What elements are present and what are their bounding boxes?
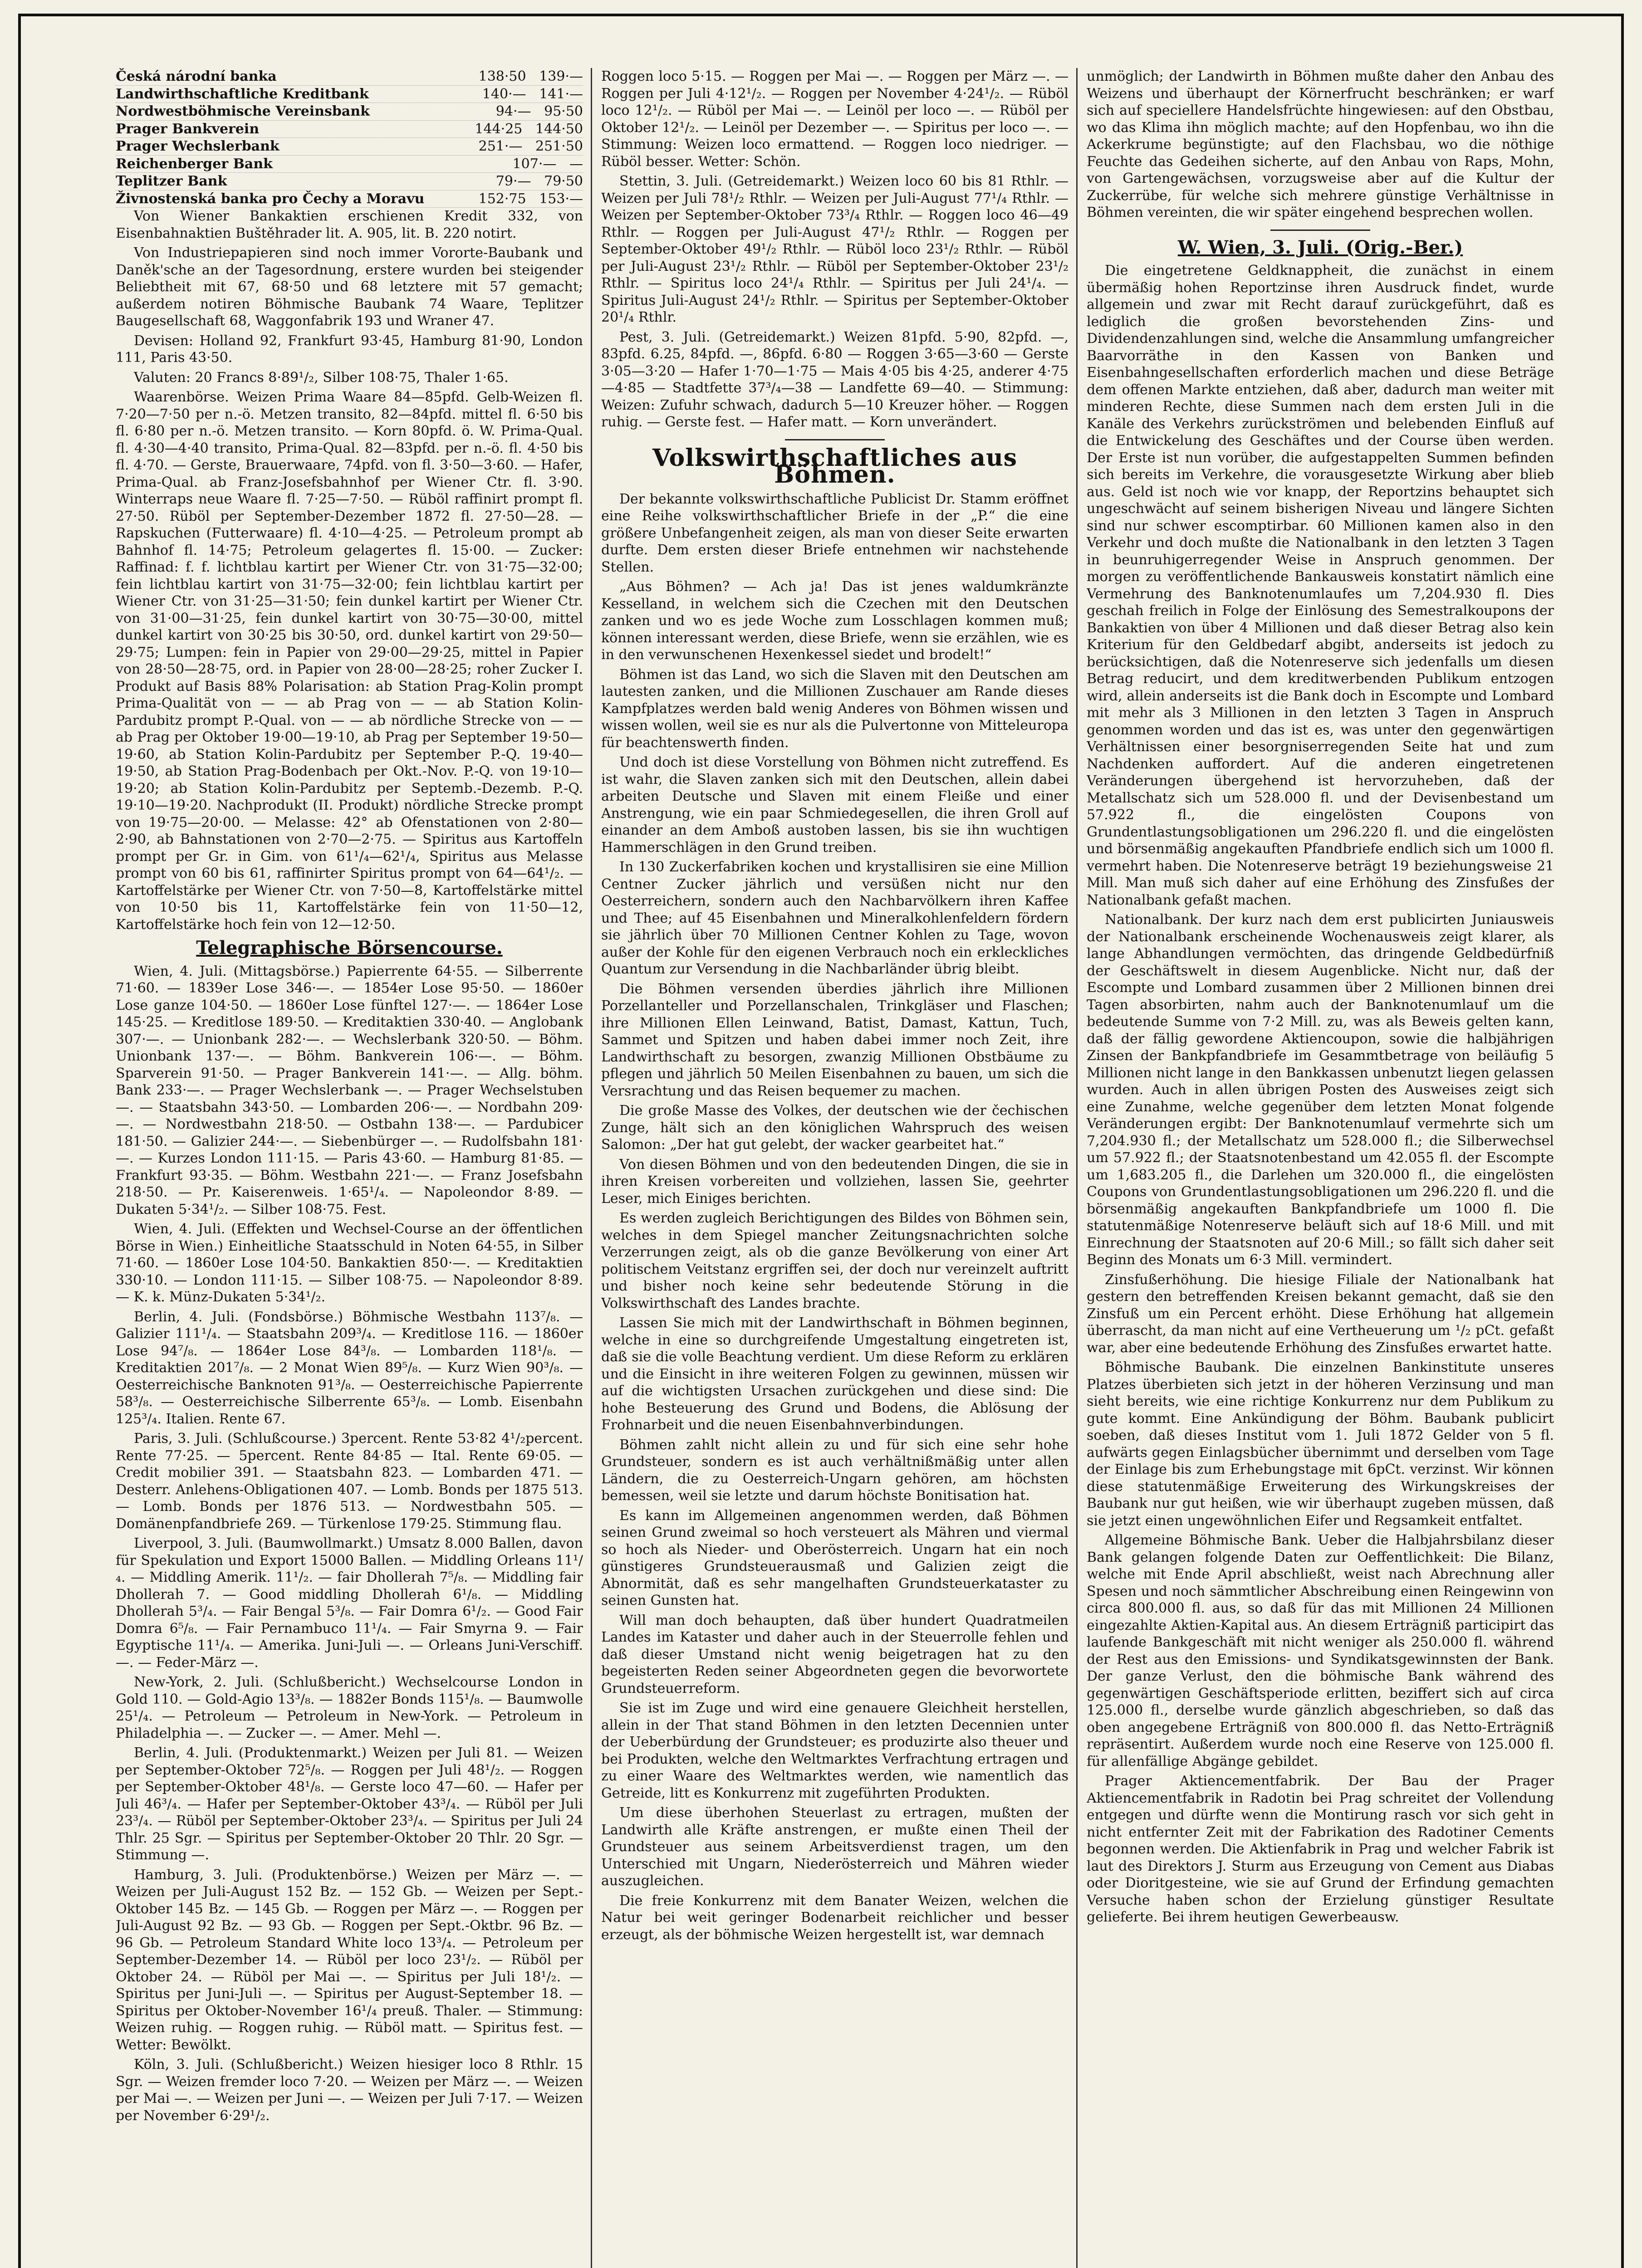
column-3 <box>1087 68 1554 2268</box>
finance-paragraph: Böhmische Baubank. Die einzelnen Bankinstitute unseres Platzes überbieten sich jetzt in der höheren Verzinsung und man sieht bereits, wie eine richtige Konkurrenz nur dem Publikum zu gute kommt. Eine Ankündigung der Böhm. Baubank publicirt soeben, daß dieses Institut vom 1. Juli 1872 Gelder von 5 fl. aufwärts gegen Einlagsbücher übernimmt und derselben vom Tage der Einlage bis zum Erhebungstage mit 6pCt. verzinst. Wir können diese statutenmäßige Erweiterung des Wirkungskreises der Baubank nur gut heißen, wie wir überhaupt zugeben müssen, daß sie jetzt einen ungewöhnlichen Eifer und Regsamkeit entfaltet. <box>1087 1359 1554 1529</box>
market-paragraph: Von Wiener Bankaktien erschienen Kredit 332, von Eisenbahnaktien Buštěhrader lit. A. 905, lit. B. 220 notirt. <box>116 208 583 241</box>
finance-paragraph: Prager Aktiencementfabrik. Der Bau der Prager Aktiencementfabrik in Radotin bei Prag schreitet der Vollendung entgegen und dürfte wenn die Montirung rasch vor sich geht in nicht entfernter Zeit mit der Fabrikation des Radotiner Cements begonnen werden. Die Aktienfabrik in Prag und welcher Fabrik ist laut des Direktors J. Sturm aus Erzeugung von Cement aus Diabas oder Dioritgesteine, wie sie auf Grund der Erfindung gemachten Versuche haben schon der Erzielung günstiger Resultate gelieferte. Bei ihrem heutigen Gewerbeausw. <box>1087 1773 1554 1925</box>
bank-name: Prager Wechslerbank <box>116 138 279 154</box>
article-paragraph: In 130 Zuckerfabriken kochen und krystallisiren sie eine Million Centner Zucker jährlich und versüßen nicht nur den Oesterreichern, sondern auch den Nachbarvölkern ihren Kaffee und Thee; auf 45 Eisenbahnen und Mineralkohlenfeldern fördern sie jährlich über 70 Millionen Centner Kohlen zu Tage, wovon außer der Kohle für den eigenen Verbrauch noch ein erkleckliches Quantum zur Versendung in die Nachbarländer übrig bleibt. <box>601 859 1069 977</box>
rate-ask: — <box>569 156 583 172</box>
table-row <box>116 156 583 173</box>
column-rule-2 <box>1076 68 1078 2268</box>
telegraph-entry: Liverpool, 3. Juli. (Baumwollmarkt.) Umsatz 8.000 Ballen, davon für Spekulation und Export 15000 Ballen. — Middling Orleans 11¹/₄. — Middling Amerik. 11¹/₂. — fair Dhollerah 7⁵/₈. — Middling fair Dhollerah 7. — Good middling Dhollerah 6¹/₈. — Middling Dhollerah 5³/₄. — Fair Bengal 5³/₈. — Fair Domra 6¹/₂. — Good Fair Domra 6⁵/₈. — Fair Pernambuco 11¹/₄. — Fair Smyrna 9. — Fair Egyptische 11¹/₄. — Amerika. Juni-Juli —. — Orleans Juni-Verschiff. —. — Feder-März —. <box>116 1535 583 1671</box>
article-paragraph: Es kann im Allgemeinen angenommen werden, daß Böhmen seinen Grund zweimal so hoch versteuert als Mähren und viermal so hoch als Nieder- und Oberösterreich. Ungarn hat ein noch günstigeres Grundsteuerausmaß und Galizien zeigt die Abnormität, daß es sehr mangelhaften Grundsteuerkataster zu seinen Gunsten hat. <box>601 1507 1069 1608</box>
article-paragraph: Sie ist im Zuge und wird eine genauere Gleichheit herstellen, allein in der That stand Böhmen in den letzten Decennien unter der Ueberbürdung der Grundsteuer; es produzirte also theuer und bei Produkten, welche den Weltmarktes Verfrachtung ertragen und zu einer Waare des Weltmarktes werden, wie namentlich das Getreide, litt es Konkurrenz mit zugeführten Produkten. <box>601 1700 1069 1801</box>
section-divider <box>785 439 885 440</box>
column-rule-1 <box>591 68 592 2268</box>
section-heading: Telegraphische Börsencourse. <box>196 937 503 958</box>
article-paragraph: Von diesen Böhmen und von den bedeutenden Dingen, die sie in ihren Kreisen vorbereiten und vollziehen, lassen Sie, geehrter Leser, mich Einiges berichten. <box>601 1156 1069 1207</box>
article-paragraph: Die freie Konkurrenz mit dem Banater Weizen, welchen die Natur bei weit geringer Bodenarbeit reichlicher und besser erzeugt, als der böhmische Weizen hergestellt ist, war demnach <box>601 1892 1069 1943</box>
article-paragraph: Böhmen ist das Land, wo sich die Slaven mit den Deutschen am lautesten zanken, und die Millionen Zuschauer am Rande dieses Kampfplatzes werden bald wenig Anderes von Böhmen wissen und wissen wollen, weil sie es nur als die Pulvertonne von Mitteleuropa für beachtenswerth finden. <box>601 666 1069 751</box>
rate-ask: 153·— <box>539 191 583 207</box>
rate-ask: 139·— <box>539 68 583 84</box>
rate-bid: 94·— <box>495 103 531 119</box>
table-row <box>116 68 583 86</box>
article-paragraph: Es werden zugleich Berichtigungen des Bildes von Böhmen sein, welches in dem Spiegel mancher Zeitungsnachrichten solche Verzerrungen zeigt, als ob die ganze Bevölkerung von einer Art politischem Veitstanz ergriffen sei, der doch nur vereinzelt auftritt und bisher noch keine sehr bedeutende Störung in die Volkswirthschaft des Landes brachte. <box>601 1210 1069 1311</box>
article-headline: Volkswirthschaftliches aus Böhmen. <box>652 444 1018 489</box>
article-paragraph: Der bekannte volkswirthschaftliche Publicist Dr. Stamm eröffnet eine Reihe volkswirthschaftlicher Briefe in der „P.“ die eine größere Unbefangenheit zeigen, als man von dieser Seite erwarten durfte. Dem ersten dieser Briefe entnehmen wir nachstehende Stellen. <box>601 491 1069 575</box>
market-paragraph: Devisen: Holland 92, Frankfurt 93·45, Hamburg 81·90, London 111, Paris 43·50. <box>116 332 583 366</box>
rate-ask: 144·50 <box>535 121 583 137</box>
table-row <box>116 138 583 156</box>
rate-ask: 79·50 <box>544 173 583 189</box>
telegraph-entry: Wien, 4. Juli. (Effekten und Wechsel-Course an der öffentlichen Börse in Wien.) Einheitliche Staatsschuld in Noten 64·55, in Silber 71·60. — 1860er Lose 104·50. Bankaktien 850·—. — Kreditaktien 330·10. — London 111·15. — Silber 108·75. — Napoleondor 8·89. — K. k. Münz-Dukaten 5·34¹/₂. <box>116 1221 583 1305</box>
article-paragraph: Lassen Sie mich mit der Landwirthschaft in Böhmen beginnen, welche in eine so durchgreifende Umgestaltung eingetreten ist, daß sie die volle Beachtung verdient. Um diese Reform zu erklären und die Einsicht in ihre weiteren Folgen zu gewinnen, müssen wir auf die wichtigsten Ursachen zurückgehen und diese sind: Die hohe Besteuerung des Grund und Bodens, die Ablösung der Frohnarbeit und die neuen Eisenbahnverbindungen. <box>601 1315 1069 1433</box>
telegraph-entry: Berlin, 4. Juli. (Produktenmarkt.) Weizen per Juli 81. — Weizen per September-Oktober 72⁵/₈. — Roggen per Juli 48¹/₂. — Roggen per September-Oktober 48¹/₈. — Gerste loco 47—60. — Hafer per Juli 46³/₄. — Hafer per September-Oktober 43³/₄. — Rüböl per Juli 23³/₄. — Rüböl per September-Oktober 23³/₄. — Spiritus per Juli 24 Thlr. 25 Sgr. — Spiritus per September-Oktober 20 Thlr. 20 Sgr. — Stimmung —. <box>116 1745 583 1863</box>
article-paragraph: Die große Masse des Volkes, der deutschen wie der čechischen Zunge, hält sich an den königlichen Wahrspruch des weisen Salomon: „Der hat gut gelebt, der wacker gearbeitet hat.“ <box>601 1103 1069 1153</box>
market-paragraph: Von Industriepapieren sind noch immer Vororte-Baubank und Daněk'sche an der Tagesordnung, erstere wurden bei steigender Beliebtheit mit 67, 68·50 und 68 letztere mit 57 gemacht; außerdem notiren Böhmische Baubank 74 Waare, Teplitzer Baugesellschaft 68, Waggonfabrik 193 und Wraner 47. <box>116 245 583 329</box>
telegraph-entry: Paris, 3. Juli. (Schlußcourse.) 3percent. Rente 53·82 4¹/₂percent. Rente 77·25. — 5percent. Rente 84·85 — Ital. Rente 69·05. — Credit mobilier 391. — Staatsbahn 823. — Lombarden 471. — Desterr. Anlehens-Obligationen 407. — Lomb. Bonds per 1875 513. — Lomb. Bonds per 1876 513. — Nordwestbahn 505. — Domänenpfandbriefe 269. — Türkenlose 179·25. Stimmung flau. <box>116 1431 583 1532</box>
rate-bid: 140·— <box>482 86 526 102</box>
dateline-heading: W. Wien, 3. Juli. (Orig.-Ber.) <box>1177 236 1463 258</box>
article-paragraph: Und doch ist diese Vorstellung von Böhmen nicht zutreffend. Es ist wahr, die Slaven zanken sich mit den Deutschen, allein dabei arbeiten Deutsche und Slaven mit einem Fleiße und einer Anstrengung, wie ein paar Schmiedegesellen, die ihren Groll auf einander an dem Amboß austoben lassen, bis sie ihn wuchtigen Hammerschlägen in den Grund treiben. <box>601 754 1069 855</box>
rate-bid: 79·— <box>495 173 531 189</box>
bank-name: Živnostenská banka pro Čechy a Moravu <box>116 191 425 207</box>
section-divider <box>1270 230 1370 231</box>
article-paragraph: unmöglich; der Landwirth in Böhmen mußte daher den Anbau des Weizens und überhaupt der Körnerfrucht beschränken; er warf sich auf speciellere Handelsfrüchte hingewiesen: auf den Obstbau, wo das Klima ihn möglich machte; auf den Hopfenbau, wo ihn die Ackerkrume begünstigte; auf den Flachsbau, wo die nöthige Feuchte das Gedeihen sicherte, auf den Anbau von Raps, Mohn, von Gartengewächsen, vorzugsweise aber auf die Kultur der Zuckerrübe, für welche sich mehrere günstige Verhältnisse in Böhmen vereinten, die wir später eingehend besprechen wollen. <box>1087 68 1554 220</box>
telegraph-entry: New-York, 2. Juli. (Schlußbericht.) Wechselcourse London in Gold 110. — Gold-Agio 13³/₈. — 1882er Bonds 115¹/₈. — Baumwolle 25¹/₄. — Petroleum — Petroleum in New-York. — Petroleum in Philadelphia —. — Zucker —. — Amer. Mehl —. <box>116 1674 583 1741</box>
bank-name: Česká národní banka <box>116 68 277 84</box>
table-row <box>116 191 583 208</box>
finance-paragraph: Die eingetretene Geldknappheit, die zunächst in einem übermäßig hohen Reportzinse ihren Ausdruck findet, wurde allgemein und zwar mit Recht darauf zurückgeführt, daß es lediglich die großen bevorstehenden Zins- und Dividendenzahlungen sind, welche die Ansammlung umfangreicher Baarvorräthe in den Kassen von Banken und Eisenbahngesellschaften erforderlich machen und diese Beträge dem offenen Markte entziehen, daß aber, dadurch man weiter mit minderen Rechte, diese Summen nach dem ersten Juli in die Kanäle des Verkehrs zurückströmen und belebenden Einfluß auf die Entwickelung des Geschäftes und der Course üben werden. Der Erste ist nun vorüber, die aufgestappelten Summen befinden sich bereits im Verkehre, die vorausgesetzte Wirkung aber blieb aus. Geld ist noch wie vor knapp, der Reportzins behauptet sich ungeschwächt auf seinem bisherigen Niveau und längere Sichten sind nur schwer escomptirbar. 60 Millionen kamen also in den Verkehr und doch mußte die Nationalbank in den letzten 3 Tagen in beunruhigerregender Weise in Anspruch genommen. Der morgen zu veröffentlichende Bankausweis konstatirt nämlich eine Vermehrung des Banknotenumlaufes um 7,204.930 fl. Dies geschah freilich in Folge der Einlösung des Semestralkoupons der Bankaktien von über 4 Millionen und daß dieser Betrag also kein Kriterium für den Geldbedarf abgibt, anderseits ist jedoch zu berücksichtigen, daß die Notenreserve sich jedenfalls um diesen Betrag reducirt, und dem kreditwerbenden Publikum entzogen wird, allein anderseits ist die Bank doch in Escompte und Lombard mit mehr als 3 Millionen in den letzten 3 Tagen in Anspruch genommen worden und das ist es, was unter den gegenwärtigen Verhältnissen einer besorgniserregenden Seite hat und zum Nachdenken auffordert. Auf die anderen eingetretenen Veränderungen übergehend ist hervorzuheben, daß der Metallschatz sich um 528.000 fl. und der Devisenbestand um 57.922 fl., die eingelösten Coupons von Grundentlastungsobligationen um 296.220 fl. und die eingelösten und börsenmäßig angekauften Pfandbriefe endlich sich um 1000 fl. vermehrt haben. Die Notenreserve beträgt 19 beziehungsweise 21 Mill. Man muß sich daher auf eine Erhöhung des Zinsfußes der Nationalbank gefaßt machen. <box>1087 263 1554 908</box>
table-row <box>116 121 583 138</box>
finance-paragraph: Zinsfußerhöhung. Die hiesige Filiale der Nationalbank hat gestern den betreffenden Kreisen bekannt gemacht, daß sie den Zinsfuß um ein Percent erhöht. Diese Erhöhung hat allgemein überrascht, da man nicht auf eine Vertheuerung um ¹/₂ pCt. gefaßt war, aber eine bedeutende Erhöhung des Zinsfußes erwartet hatte. <box>1087 1271 1554 1356</box>
grain-report: Roggen loco 5·15. — Roggen per Mai —. — Roggen per März —. — Roggen per Juli 4·12¹/₂. — Roggen per November 4·24¹/₂. — Rüböl loco 12¹/₂. — Rüböl per Mai —. — Leinöl per loco —. — Rüböl per Oktober 12¹/₂. — Leinöl per Dezember —. — Spiritus per loco —. — Stimmung: Weizen loco ermattend. — Roggen loco niedriger. — Rüböl besser. Wetter: Schön. <box>601 68 1069 170</box>
column-1 <box>116 68 583 2268</box>
rate-ask: 251·50 <box>535 138 583 154</box>
market-paragraph: Waarenbörse. Weizen Prima Waare 84—85pfd. Gelb-Weizen fl. 7·20—7·50 per n.-ö. Metzen transito, 82—84pfd. mittel fl. 6·50 bis fl. 6·80 per n.-ö. Metzen transito. — Korn 80pfd. ö. W. Prima-Qual. fl. 4·30—4·40 transito, Prima-Qual. 82—83pfd. per n.-ö. fl. 4·50 bis fl. 4·70. — Gerste, Brauerwaare, 74pfd. von fl. 3·50—3·60. — Hafer, Prima-Qual. ab Franz-Josefsbahnhof per Wiener Ctr. fl. 3·90. Winterraps neue Waare fl. 7·25—7·50. — Rüböl raffinirt prompt fl. 27·50. Rüböl per September-Dezember 1872 fl. 27·50—28. — Rapskuchen (Futterwaare) fl. 4·10—4·25. — Petroleum prompt ab Bahnhof fl. 14·75; Petroleum gelagertes fl. 15·00. — Zucker: Raffinad: f. f. lichtblau kartirt per Wiener Ctr. von 31·75—32·00; fein lichtblau kartirt von 31·75—32·00; fein lichtblau kartirt per Wiener Ctr. von 31·25—31·50; fein dunkel kartirt per Wiener Ctr. von 31·00—31·25, fein dunkel kartirt von 30·75—30·00, mittel dunkel kartirt von 30·25 bis 30·50, ord. dunkel kartirt von 29·50—29·75; Lumpen: fein in Papier von 29·00—29·25, mittel in Papier von 28·50—28·75, ord. in Papier von 28·00—28·25; roher Zucker I. Produkt auf Basis 88% Polarisation: ab Station Prag-Kolin prompt Prima-Qualität von — — ab Prag von — — ab Station Kolin-Pardubitz prompt P.-Qual. von — — ab nördliche Strecke von — — ab Prag per Oktober 19·00—19·10, ab Prag per September 19·50—19·60, ab Station Kolin-Pardubitz per September P.-Q. 19·40—19·50, ab Station Prag-Bodenbach per Okt.-Nov. P.-Q. von 19·10—19·20; ab Station Kolin-Pardubitz per Septemb.-Dezemb. P.-Q. 19·10—19·20. Nachprodukt (II. Produkt) nördliche Strecke prompt von 19·75—20·00. — Melasse: 42° ab Ofenstationen von 2·80—2·90, ab Bahnstationen von 2·70—2·75. — Spiritus aus Kartoffeln prompt per Gr. in Gim. von 61¹/₄—62¹/₄, Spiritus aus Melasse prompt von 60 bis 61, raffinirter Spiritus prompt von 64—64¹/₂. — Kartoffelstärke per Wiener Ctr. von 7·50—8, Kartoffelstärke mittel von 10·50 bis 11, Kartoffelstärke fein von 11·50—12, Kartoffelstärke hoch fein von 12—12·50. <box>116 389 583 933</box>
bank-name: Nordwestböhmische Vereinsbank <box>116 103 370 119</box>
telegraph-entry: Köln, 3. Juli. (Schlußbericht.) Weizen hiesiger loco 8 Rthlr. 15 Sgr. — Weizen fremder loco 7·20. — Weizen per März —. — Weizen per Mai —. — Weizen per Juni —. — Weizen per Juli 7·17. — Weizen per November 6·29¹/₂. <box>116 2057 583 2124</box>
finance-paragraph: Nationalbank. Der kurz nach dem erst publicirten Juniausweis der Nationalbank erscheinende Wochenausweis zeigt klarer, als lange Abhandlungen vermöchten, das dringende Geldbedürfniß der Geschäftswelt in diesem Augenblicke. Nicht nur, daß der Escompte und Lombard zusammen über 2 Millionen binnen drei Tagen absorbirten, nahm auch der Banknotenumlauf um die bedeutende Summe von 7·2 Mill. zu, was als Beweis gelten kann, daß der fällig gewordene Aktiencoupon, sowie die halbjährigen Zinsen der Bankpfandbriefe im Gesammtbetrage von beiläufig 5 Millionen nicht lange in den Bankkassen unbenutzt liegen gelassen wurden. Auch in allen übrigen Posten des Ausweises zeigt sich eine Zunahme, welche gegenüber dem letzten Monat folgende Veränderungen ergibt: Der Banknotenumlauf vermehrte sich um 7,204.930 fl.; der Metallschatz um 528.000 fl.; die Silberwechsel um 57.922 fl.; der Staatsnotenbestand um 42.055 fl. der Escompte um 1,683.205 fl., die Darlehen um 320.000 fl., die eingelösten Coupons von Grundentlastungsobligationen um 296.220 fl. und die börsenmäßig angekauften Bankpfandbriefe um 1000 fl. Die statutenmäßige Notenreserve beläuft sich auf 18·6 Mill. und mit Einrechnung der Staatsnoten auf 20·6 Mill.; so fällt sich daher seit Beginn des Monats um 6·3 Mill. vermindert. <box>1087 912 1554 1268</box>
table-row <box>116 86 583 103</box>
grain-report: Pest, 3. Juli. (Getreidemarkt.) Weizen 81pfd. 5·90, 82pfd. —, 83pfd. 6.25, 84pfd. —, 86pfd. 6·80 — Roggen 3·65—3·60 — Gerste 3·05—3·20 — Hafer 1·70—1·75 — Mais 4·05 bis 4·25, anderer 4·75—4·85 — Stadtfette 37³/₄—38 — Landfette 69—40. — Stimmung: Weizen: Zufuhr schwach, dadurch 5—10 Kreuzer höher. — Roggen ruhig. — Gerste fest. — Hafer matt. — Korn unverändert. <box>601 329 1069 430</box>
finance-paragraph: Allgemeine Böhmische Bank. Ueber die Halbjahrsbilanz dieser Bank gelangen folgende Daten zur Oeffentlichkeit: Die Bilanz, welche mit Ende April abschließt, weist nach Abrechnung aller Spesen und noch sämmtlicher Abschreibung einen Reingewinn von circa 800.000 fl. aus, so daß für das mit Millionen 24 Millionen eingezahlte Aktien-Kapital aus. An diesem Erträgniß participirt das laufende Bankgeschäft mit nicht weniger als 250.000 fl. während der Rest aus den Emissions- und Syndikatsgewinnsten der Bank. Der ganze Verlust, den die böhmische Bank während des gegenwärtigen Geschäftsperiode erlitten, beziffert sich auf circa 125.000 fl., derselbe wurde gänzlich abgeschrieben, so daß das oben angegebene Erträgniß von 800.000 fl. das Netto-Erträgniß repräsentirt. Außerdem wurde noch eine Reserve von 125.000 fl. für allenfällige Abgänge gebildet. <box>1087 1532 1554 1769</box>
table-row <box>116 103 583 121</box>
bank-table <box>116 68 583 208</box>
telegraph-entry: Wien, 4. Juli. (Mittagsbörse.) Papierrente 64·55. — Silberrente 71·60. — 1839er Lose 346·—. — 1854er Lose 95·50. — 1860er Lose ganze 104·50. — 1860er Lose fünftel 127·—. — 1864er Lose 145·25. — Kreditlose 189·50. — Kreditaktien 330·40. — Anglobank 307·—. — Unionbank 282·—. — Wechslerbank 320·50. — Böhm. Unionbank 137·—. — Böhm. Bankverein 106·—. — Böhm. Sparverein 91·50. — Prager Bankverein 141·—. — Allg. böhm. Bank 233·—. — Prager Wechslerbank —. — Prager Wechselstuben —. — Staatsbahn 343·50. — Lombarden 206·—. — Nordbahn 209·—. — Nordwestbahn 218·50. — Ostbahn 138·—. — Pardubicer 181·50. — Galizier 244·—. — Siebenbürger —. — Rudolfsbahn 181·—. — Kurzes London 111·15. — Paris 43·60. — Hamburg 81·85. — Frankfurt 93·35. — Böhm. Westbahn 221·—. — Franz Josefsbahn 218·50. — Pr. Kaiserenweis. 1·65¹/₄. — Napoleondor 8·89. — Dukaten 5·34¹/₂. — Silber 108·75. Fest. <box>116 963 583 1217</box>
rate-ask: 141·— <box>539 86 583 102</box>
article-paragraph: „Aus Böhmen? — Ach ja! Das ist jenes waldumkränzte Kesselland, in welchem sich die Czechen mit den Deutschen zanken und wo es jede Woche zum Losschlagen kommen muß; können interessant werden, diese Briefe, wenn sie erzählen, wie es in den verwunschenen Hexenkessel siedet und brodelt!“ <box>601 579 1069 663</box>
telegraph-entry: Berlin, 4. Juli. (Fondsbörse.) Böhmische Westbahn 113⁷/₈. — Galizier 111¹/₄. — Staatsbahn 209³/₄. — Kreditlose 116. — 1860er Lose 94⁷/₈. — 1864er Lose 84³/₈. — Lombarden 118¹/₈. — Kreditaktien 201⁷/₈. — 2 Monat Wien 89⁵/₈. — Kurz Wien 90³/₈. — Oesterreichische Banknoten 91³/₈. — Oesterreichische Papierrente 58³/₈. — Oesterreichische Silberrente 65³/₈. — Lomb. Eisenbahn 125³/₄. Italien. Rente 67. <box>116 1309 583 1427</box>
article-paragraph: Böhmen zahlt nicht allein zu und für sich eine sehr hohe Grundsteuer, sondern es ist auch verhältnißmäßig unter allen Ländern, die zu Oesterreich-Ungarn gehören, am höchsten bemessen, weil sie letzte und darum höchste Bonitisation hat. <box>601 1437 1069 1504</box>
article-paragraph: Will man doch behaupten, daß über hundert Quadratmeilen Landes im Kataster und daher auch in der Steuerrolle fehlen und daß dieser Umstand nicht wenig beigetragen hat zu den begeisterten Reden seiner Abgeordneten gegen die bevorwortete Grundsteuerreform. <box>601 1612 1069 1696</box>
column-2 <box>601 68 1069 2268</box>
bank-name: Teplitzer Bank <box>116 173 227 189</box>
rate-bid: 144·25 <box>475 121 523 137</box>
rate-bid: 138·50 <box>478 68 526 84</box>
rate-bid: 107·— <box>512 156 557 172</box>
table-row <box>116 173 583 191</box>
rate-bid: 152·75 <box>478 191 526 207</box>
market-paragraph: Valuten: 20 Francs 8·89¹/₂, Silber 108·75, Thaler 1·65. <box>134 369 509 386</box>
telegraph-entry: Hamburg, 3. Juli. (Produktenbörse.) Weizen per März —. — Weizen per Juli-August 152 Bz. — 152 Gb. — Weizen per Sept.-Oktober 145 Bz. — 145 Gb. — Roggen per März —. — Roggen per Juli-August 92 Bz. — 93 Gb. — Roggen per Sept.-Oktbr. 96 Bz. — 96 Gb. — Petroleum Standard White loco 13³/₄. — Petroleum per September-Dezember 14. — Rüböl per loco 23¹/₂. — Rüböl per Oktober 24. — Rüböl per Mai —. — Spiritus per Juli 18¹/₂. — Spiritus per Juni-Juli —. — Spiritus per August-September 18. — Spiritus per Oktober-November 16¹/₄ preuß. Thaler. — Stimmung: Weizen ruhig. — Roggen ruhig. — Rüböl matt. — Spiritus fest. — Wetter: Bewölkt. <box>116 1867 583 2053</box>
bank-name: Reichenberger Bank <box>116 156 273 172</box>
bank-name: Prager Bankverein <box>116 121 260 137</box>
article-paragraph: Um diese überhohen Steuerlast zu ertragen, mußten der Landwirth alle Kräfte anstrengen, er mußte einen Theil der Grundsteuer aus seinem Arbeitsverdienst tragen, um den Unterschied mit Ungarn, Niederösterreich und Mähren wieder auszugleichen. <box>601 1805 1069 1889</box>
rate-bid: 251·— <box>478 138 523 154</box>
rate-ask: 95·50 <box>544 103 583 119</box>
article-paragraph: Die Böhmen versenden überdies jährlich ihre Millionen Porzellanteller und Porzellanschalen, Trinkgläser und Flaschen; ihre Millionen Ellen Leinwand, Batist, Damast, Kattun, Tuch, Sammet und Spitzen und haben dabei immer noch Zeit, ihre Landwirthschaft zu besorgen, zwanzig Millionen Obstbäume zu pflegen und jährlich 50 Meilen Eisenbahnen zu bauen, um sich die Versrachtung und das Reisen bequemer zu machen. <box>601 981 1069 1099</box>
grain-report: Stettin, 3. Juli. (Getreidemarkt.) Weizen loco 60 bis 81 Rthlr. — Weizen per Juli 78¹/₂ Rthlr. — Weizen per Juli-August 77¹/₄ Rthlr. — Weizen per September-Oktober 73³/₄ Rthlr. — Roggen loco 46—49 Rthlr. — Roggen per Juli-August 47¹/₂ Rthlr. — Roggen per September-Oktober 49¹/₂ Rthlr. — Rüböl loco 23¹/₂ Rthlr. — Rüböl per Juli-August 23¹/₂ Rthlr. — Rüböl per September-Oktober 23¹/₂ Rthlr. — Spiritus loco 24¹/₄ Rthlr. — Spiritus per Juli 24¹/₄. — Spiritus Juli-August 24¹/₂ Rthlr. — Spiritus per September-Oktober 20¹/₄ Rthlr. <box>601 173 1069 325</box>
bank-name: Landwirthschaftliche Kreditbank <box>116 86 369 102</box>
